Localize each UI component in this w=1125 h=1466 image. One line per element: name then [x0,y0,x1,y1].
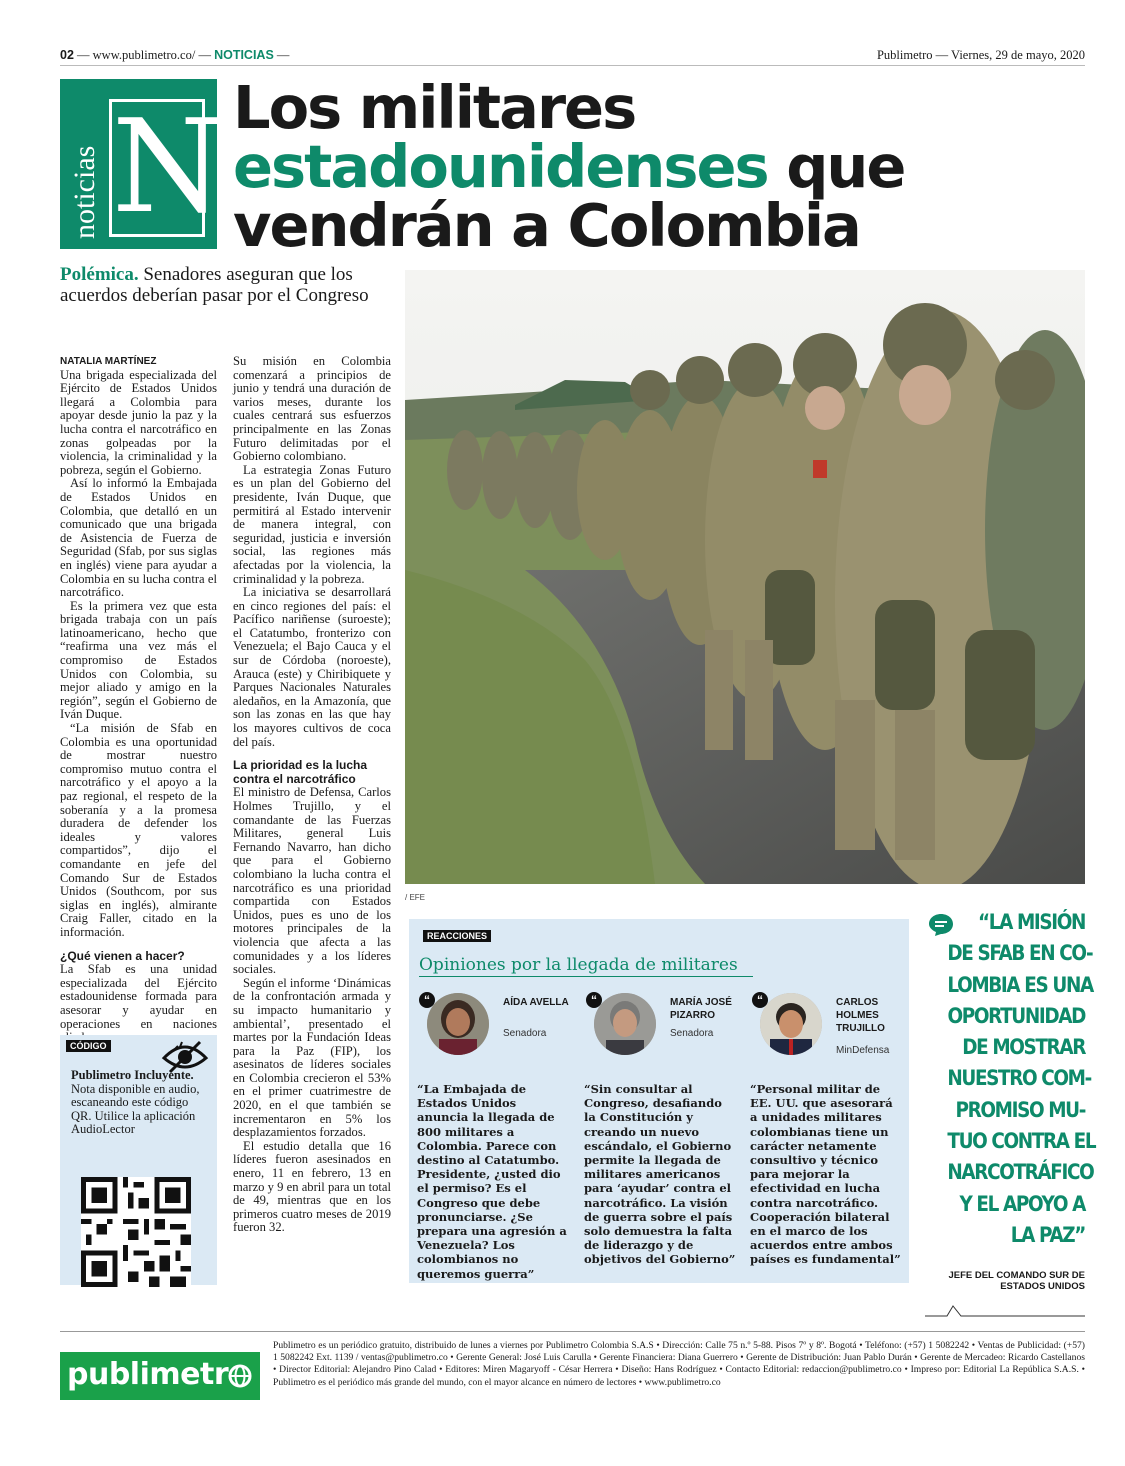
footer-fine-print: Publimetro es un periódico gratuito, distribuido de lunes a viernes por Publimetro Colombia S.A.S • Dirección: Calle 75 n.º 5-88. Pisos 7º y 8º. Bogotá • Teléfono: (+57) 1 5082242 • Ventas de Publicidad: (+57) 1 5082242 Ext. 1139 / ventas@publimetro.co • Gerente General: José Luis Carulla • Gerente Financiera: Diana Guerrero • Gerente de Distribución: Juan Pablo Durán • Gerente de Mercadeo: Ricardo Castellanos • Director Editorial: Alejandro Pino Calad • Editores: Miren Magaryoff - César Herrera • Diseño: Hans Rodríguez • Contacto Editorial: redaccion@publimetro.co • Impreso por: Editorial La República S.A.S. • Publimetro es el periódico más grande del mundo, con el mayor alcance en número de lectores • www.publimetro.co [273,1340,1085,1388]
pull-quote-text [947,907,1096,1251]
person-quote: “Sin consultar al Congreso, desafiando la Constitución y creando un nuevo escándalo, el Gobierno permite la llegada de militares americanos para ‘ayudar’ contra el narcotráfico. La visión de guerra sobre el país solo demuestra la falta de liderazgo y de objetivos del Gobierno” [584,1082,736,1267]
qr-code[interactable] [81,1177,191,1287]
deck [60,264,400,306]
pull-quote-line: NARCOTRÁFICO [947,1160,1094,1186]
logo-text: publimetr [67,1357,229,1392]
headline [233,73,1093,260]
reactions-tag: REACCIONES [423,930,491,942]
pull-quote-attribution: JEFE DEL COMANDO SUR DE ESTADOS UNIDOS [948,1270,1085,1292]
person-role: MinDefensa [836,1045,890,1056]
pull-quote [925,907,1096,1248]
page-number: 02 [60,48,74,62]
codigo-box [60,1035,217,1285]
article-paragraph: Según el informe ‘Dinámicas de la confrontación armada y su impacto humanitario y ambiental’, presentado el martes por la Fundación Ideas para la Paz (FIP), los asesinatos de líderes sociales en Colombia crecieron el 53% en el primer cuatrimestre de 2020, en el que también se incrementaron en 5% los desplazamientos forzados. [233,975,391,1140]
quote-mark-icon: “ [586,992,602,1008]
person-name: MARÍA JOSÉ PIZARRO [670,997,732,1021]
footer-rule [60,1331,1085,1332]
deck-text: Senadores aseguran que los acuerdos deberían pasar por el Congreso [60,264,369,306]
headline-highlight: estadounidenses [233,132,768,201]
article-column-2 [233,355,391,1235]
headline-line3: vendrán a Colombia [233,191,860,260]
codigo-body: Nota disponible en audio, escaneando este código QR. Utilice la aplicación AudioLector [71,1081,200,1136]
codigo-tag: CÓDIGO [66,1040,111,1052]
person-quote: “La Embajada de Estados Unidos anuncia la llegada de 800 militares a Colombia. Parece con destino al Catatumbo. Presidente, ¿usted dio el permiso? Es el Congreso que debe pronunciarse. ¿Se prepara una agresión a Venezuela? Los colombianos no queremos guerra” [417,1082,567,1281]
article-paragraph: Es la primera vez que esta brigada trabaja con un país latinoamericano, hecho que “reafirma una vez más el compromiso de Estados Unidos con Colombia, su mejor aliado y amigo en la región”, según el Gobierno de Iván Duque. [60,598,217,722]
pull-quote-line: DE SFAB EN CO- [947,941,1093,967]
article-paragraph: La estrategia Zonas Futuro es un plan del Gobierno del presidente, Iván Duque, que permitirá al Estado intervenir de manera integral, con seguridad, justicia e inversión social, las regiones más afectadas por la violencia, la criminalidad y la pobreza. [233,462,391,586]
pull-quote-line: Y EL APOYO A [959,1191,1085,1217]
article-paragraph: Su misión en Colombia comenzará a principios de junio y tendrá una duración de varios meses, durante los cuales centrará sus esfuerzos principalmente en las Zonas Futuro delimitadas por el Gobierno colombiano. [233,354,391,464]
avatar [760,993,822,1055]
quote-mark-icon: “ [752,992,768,1008]
person-name: AÍDA AVELLA [503,997,569,1008]
pull-quote-line: LA PAZ” [1010,1222,1085,1248]
header-left: 02 — www.publimetro.co/ — NOTICIAS — [60,48,290,62]
article-paragraph: La Sfab es una unidad especializada del Ejército estadounidense formada para asesorar y ayudar en operaciones en naciones [60,962,217,1031]
pull-quote-line: TUO CONTRA EL [947,1129,1096,1155]
header-url[interactable]: www.publimetro.co/ [92,48,196,62]
pull-quote-line: NUESTRO COM- [947,1066,1091,1092]
person-role: Senadora [670,1028,714,1039]
article-paragraph: “La misión de Sfab en Colombia es una oportunidad de mostrar nuestro compromiso mutuo contra el narcotráfico y el apoyo a la paz regional, el respeto de la soberanía y a la promesa duradera de defender los ideales y valores compartidos”, dijo el comandante en jefe del Comando Sur de Estados Unidos (Southcom, por sus siglas en inglés), almirante Craig Faller, citado en la información. [60,721,217,939]
page-header [60,46,1085,66]
section-logo-box [60,79,224,249]
photo-credit: / EFE [405,893,426,902]
article-subhead: ¿Qué vienen a hacer? [60,948,185,963]
soldiers-photo-illustration [405,270,1085,884]
section-letter: N [109,99,205,237]
section-vertical-label: noticias [68,145,101,239]
globe-icon [228,1364,252,1388]
pull-quote-line: PROMISO MU- [955,1097,1085,1123]
person-role: Senadora [503,1028,547,1039]
pull-quote-line: DE MOSTRAR [962,1035,1085,1061]
avatar [594,993,656,1055]
reaction-person-3 [742,989,902,1289]
article-paragraph: El estudio detalla que 16 líderes fueron asesinados en enero, 11 en febrero, 13 en marzo y 9 en abril para un total de 49, mientras que en los primeros cuatro meses de 2019 fueron 32. [233,1138,391,1235]
avatar [427,993,489,1055]
person-name: CARLOS HOLMES TRUJILLO [836,997,885,1034]
pull-quote-line: OPORTUNIDAD [947,1003,1085,1029]
pull-quote-line: LOMBIA ES UNA [947,972,1093,998]
quote-mark-icon: “ [419,992,435,1008]
main-photo [405,270,1085,884]
article-paragraph: El ministro de Defensa, Carlos Holmes Trujillo, y el comandante de las Fuerzas Militares, general Luis Fernando Navarro, han dicho que para el Gobierno colombiano la lucha contra el narcotráfico es una prioridad compartida con Estados Unidos, pues es uno de los motores principales de la violencia que afecta a las comunidades y a los líderes sociales. [233,785,391,977]
article-paragraph: Así lo informó la Embajada de Estados Unidos en Colombia, que detalló en un comunicado que una brigada de Asistencia de Fuerza de Seguridad (Sfab, por sus siglas en inglés) viene para ayudar a Colombia en su lucha contra el narcotráfico. [60,476,217,600]
reactions-box [409,919,909,1283]
reactions-title: Opiniones por la llegada de militares [419,955,753,977]
pull-quote-line: “LA MISIÓN [978,910,1085,935]
person-quote: “Personal militar de EE. UU. que asesorará a unidades militares colombianas tiene un carácter netamente consultivo y técnico para mejorar la efectividad en lucha contra narcotráfico. Cooperación bilateral en el marco de los acuerdos entre ambos países es fundamental” [750,1082,901,1267]
article-subhead: La prioridad es la lucha contra el narcotráfico [233,758,368,786]
codigo-text [71,1069,211,1137]
deck-kicker: Polémica. [60,264,139,285]
codigo-bold: Publimetro Incluyente. [71,1068,194,1082]
headline-line2 [233,132,1093,201]
article-column-1 [60,355,217,1045]
headline-line2-rest: que [767,132,905,201]
article-paragraph: La iniciativa se desarrollará en cinco regiones del país: el Pacífico nariñense (suroeste); el Catatumbo, fronterizo con Venezuela; el Bajo Cauca y el sur de Córdoba (noroeste), Arauca (este) y Chiribiquete y Parques Nacionales Naturales aledaños, en la Amazonía, que son las zonas en las que hay los mayores cultivos de coca del país. [233,585,391,749]
publimetro-logo[interactable] [60,1352,260,1400]
article-paragraph: Una brigada especializada del Ejército de Estados Unidos llegará a Colombia para apoyar desde junio la paz y la lucha contra el narcotráfico en zonas golpeadas por la violencia, la criminalidad y la pobreza, según el Gobierno. [60,367,217,477]
header-dateline: Publimetro — Viernes, 29 de mayo, 2020 [876,48,1085,62]
header-section: NOTICIAS [214,48,274,62]
headline-line1: Los militares [233,73,636,142]
reaction-person-2 [576,989,736,1289]
reaction-person-1 [409,989,569,1289]
pull-quote-rule [925,1300,1085,1320]
byline: NATALIA MARTÍNEZ [60,356,157,367]
